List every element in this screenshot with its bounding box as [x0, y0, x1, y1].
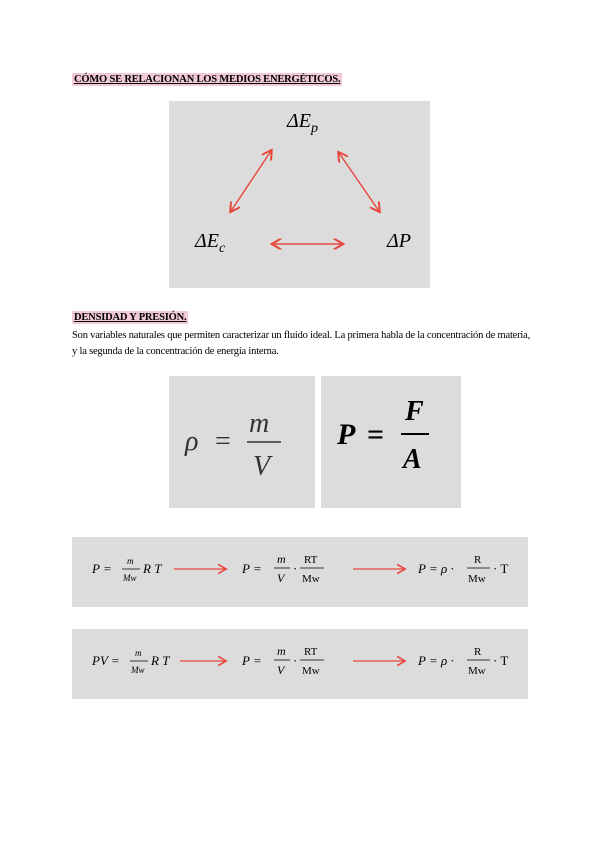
section-heading-text: CÓMO SE RELACIONAN LOS MEDIOS ENERGÉTICOS.	[74, 74, 341, 85]
denominator-v: V	[253, 451, 271, 482]
f2-denominator: V	[277, 571, 285, 585]
f3-rest: · T	[493, 561, 509, 576]
denominator-a: A	[403, 444, 422, 475]
f1-rest: R T	[151, 653, 170, 668]
f1-rest: R T	[143, 561, 162, 576]
f1-denominator: Mw	[123, 573, 137, 583]
section-heading-text: DENSIDAD Y PRESIÓN.	[74, 312, 187, 323]
f1-numerator: m	[135, 648, 142, 658]
f2-lhs: P =	[242, 561, 262, 576]
pressure-formula	[321, 376, 461, 508]
arrow-ec-ep	[231, 151, 271, 211]
energy-triangle-diagram	[169, 101, 430, 288]
section-heading-density	[72, 312, 188, 323]
f1-numerator: m	[127, 556, 134, 566]
f2-numerator: m	[277, 552, 286, 566]
top-label-ep: $\Delta E_p$	[287, 110, 318, 136]
numerator-m: m	[249, 408, 270, 439]
derivation-row-2-formula	[72, 629, 528, 699]
f2-dot: ·	[293, 653, 298, 668]
density-formula	[169, 376, 315, 508]
numerator-f: F	[405, 396, 424, 427]
f3-denominator: Mw	[468, 665, 486, 677]
f2-numerator: m	[277, 644, 286, 658]
f2-numerator-2: RT	[304, 646, 318, 658]
density-formula-panel	[169, 376, 315, 508]
equals-sign: =	[367, 418, 385, 451]
f2-lhs: P =	[242, 653, 262, 668]
arrow-ep-p	[339, 153, 379, 211]
f1-lhs: PV =	[92, 653, 120, 668]
right-label-p: ΔP	[387, 230, 411, 252]
derivation-row-1-formula	[72, 537, 528, 607]
f3-rest: · T	[493, 653, 509, 668]
section-heading-energy	[72, 74, 342, 85]
equals-sign: =	[215, 426, 231, 457]
f2-denominator: V	[277, 663, 285, 677]
section-paragraph: Son variables naturales que permiten caracterizar un fluido ideal. La primera habla de la concentración de materia, y la segunda de la concentración de energía interna.	[72, 330, 531, 357]
derivation-row-1	[72, 537, 528, 607]
f2-denominator-2: Mw	[302, 573, 320, 585]
pressure-symbol: P	[337, 418, 356, 451]
f3-numerator: R	[474, 554, 482, 566]
f3-lhs: P = ρ ·	[418, 653, 454, 668]
energy-triangle-panel	[169, 101, 430, 288]
f3-lhs: P = ρ ·	[418, 561, 454, 576]
f1-denominator: Mw	[131, 665, 145, 675]
f3-denominator: Mw	[468, 573, 486, 585]
f2-denominator-2: Mw	[302, 665, 320, 677]
left-label-ec: $\Delta E_c$	[195, 230, 226, 256]
f2-dot: ·	[293, 561, 298, 576]
f1-lhs: P =	[92, 561, 112, 576]
derivation-row-2	[72, 629, 528, 699]
f3-numerator: R	[474, 646, 482, 658]
f2-numerator-2: RT	[304, 554, 318, 566]
pressure-formula-panel	[321, 376, 461, 508]
density-symbol: ρ	[185, 426, 199, 457]
